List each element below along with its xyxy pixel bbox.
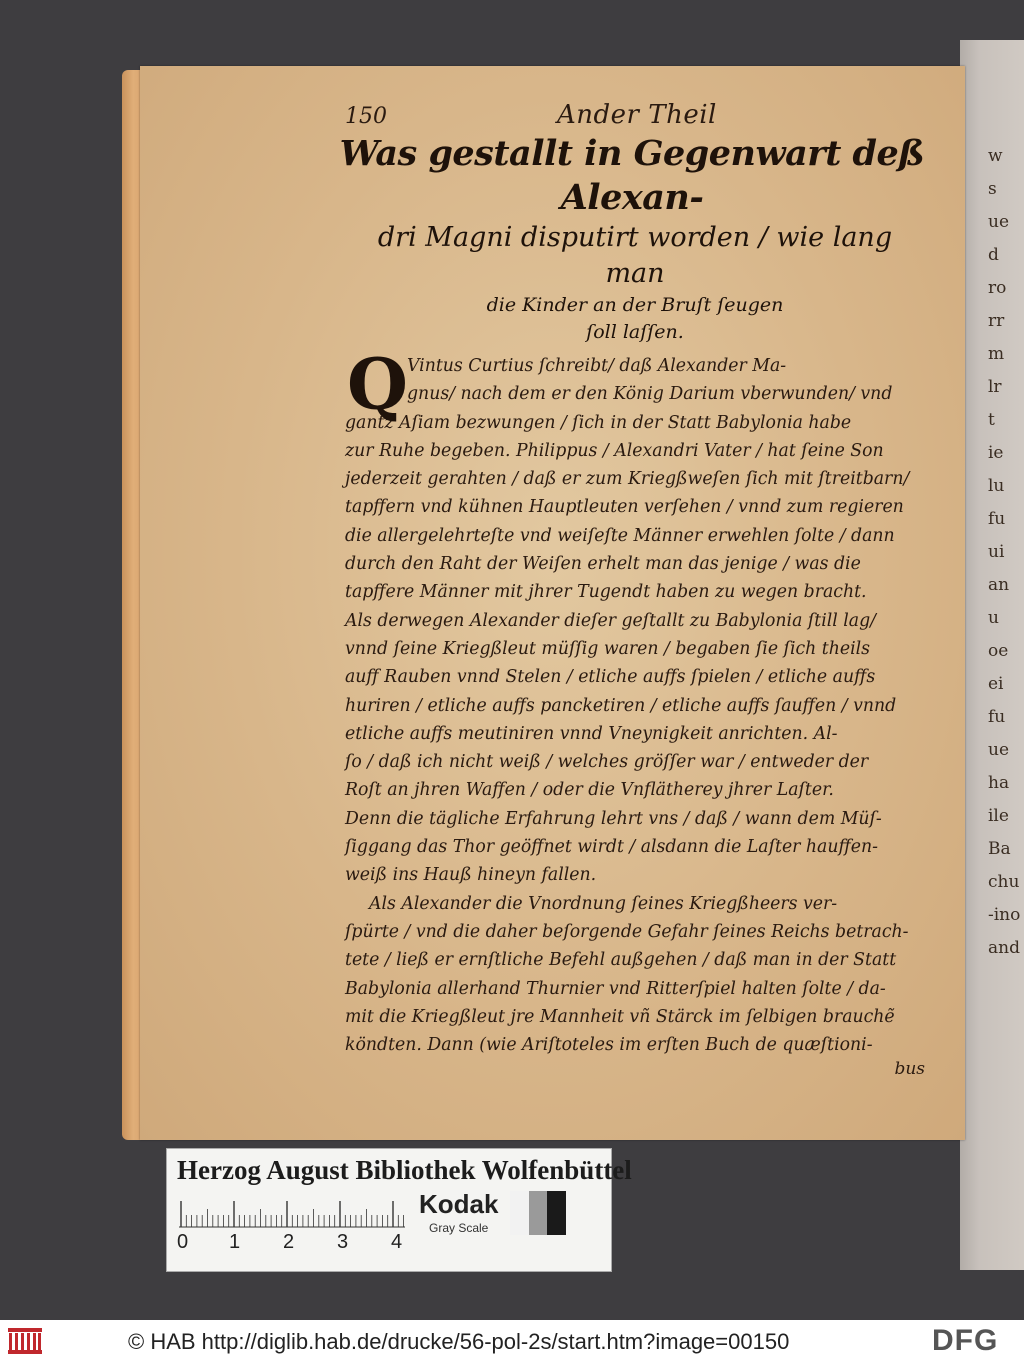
text-line: zur Ruhe begeben. Philippus / Alexandri Vater / hat ſeine Son xyxy=(345,440,884,461)
text-line: die allergelehrteſte vnd weiſeſte Männer erwehlen ſolte / dann xyxy=(345,525,895,546)
facing-fragment: -ino xyxy=(988,905,1021,925)
text-line: Babylonia allerhand Thurnier vnd Ritterſpiel halten ſolte / da- xyxy=(345,978,886,999)
text-line: ſo / daß ich nicht weiß / welches gröſſer war / entweder der xyxy=(345,752,869,773)
text-block xyxy=(339,100,925,1080)
facing-fragment: ue xyxy=(988,740,1010,760)
ruler-number: 2 xyxy=(283,1231,295,1253)
drop-capital: Q xyxy=(347,343,408,426)
text-line: mit die Kriegßleut jre Mannheit vñ Stärck im ſelbigen brauchẽ xyxy=(345,1006,895,1027)
catchword: bus xyxy=(894,1059,925,1080)
facing-fragment: lr xyxy=(988,377,1002,397)
facing-fragment: fu xyxy=(988,707,1006,727)
facing-fragment: ile xyxy=(988,806,1009,826)
copyright-link[interactable]: © HAB http://diglib.hab.de/drucke/56-pol-2s/start.htm?image=00150 xyxy=(128,1329,790,1354)
text-line: weiß ins Hauß hineyn fallen. xyxy=(345,865,597,886)
facing-fragment: lu xyxy=(988,476,1005,496)
hab-logo-icon xyxy=(8,1328,42,1354)
facing-fragment: fu xyxy=(988,509,1006,529)
running-head-title: Ander Theil xyxy=(557,100,717,130)
facing-fragment: and xyxy=(988,938,1020,958)
facing-fragment: an xyxy=(988,575,1010,595)
facing-page-text xyxy=(988,140,1024,965)
text-line: gantz Aſiam bezwungen / ſich in der Statt Babylonia habe xyxy=(345,412,852,433)
text-line: köndten. Dann (wie Ariſtoteles im erſten Buch de quæſtioni- xyxy=(345,1035,873,1056)
dfg-logo: DFG xyxy=(932,1324,999,1357)
facing-fragment: Ba xyxy=(988,839,1011,859)
text-line: tete / ließ er ernſtliche Befehl außgehen / daß man in der Statt xyxy=(345,950,897,971)
facing-fragment: ro xyxy=(988,278,1007,298)
text-line: Als Alexander die Vnordnung ſeines Kriegßheers ver- xyxy=(369,893,838,914)
facing-fragment: ue xyxy=(988,212,1010,232)
text-line: durch den Raht der Weiſen erhelt man das jenige / was die xyxy=(345,554,861,575)
facing-fragment: ie xyxy=(988,443,1004,463)
chapter-title-line: dri Magni disputirt worden / wie lang man xyxy=(377,222,893,289)
page-number: 150 xyxy=(345,104,387,129)
kodak-brand: Kodak xyxy=(419,1189,499,1219)
text-line: ſpürte / vnd die daher beſorgende Gefahr ſeines Reichs betrach- xyxy=(345,921,909,942)
facing-fragment: m xyxy=(988,344,1005,364)
gray-scale-swatch xyxy=(510,1191,566,1235)
text-line: auff Rauben vnnd Stelen / etliche auffs ſpielen / etliche auffs xyxy=(345,667,876,688)
text-line: Vintus Curtius ſchreibt/ daß Alexander Ma- xyxy=(407,356,787,376)
paragraph-2 xyxy=(345,890,925,1060)
facing-fragment: s xyxy=(988,179,997,199)
running-head xyxy=(345,100,925,130)
paragraph-1 xyxy=(345,343,925,890)
facing-fragment: u xyxy=(988,608,999,628)
chapter-title xyxy=(339,132,925,346)
text-line: huriren / etliche auffs pancketiren / etliche auffs ſauffen / vnnd xyxy=(345,695,897,716)
ruler-number: 3 xyxy=(337,1231,349,1253)
text-line: Roſt an jhren Waffen / oder die Vnflätherey jhrer Laſter. xyxy=(345,780,834,801)
gray-scale-label: Gray Scale xyxy=(429,1221,489,1235)
text-line: tapffern vnd kühnen Hauptleuten verſehen / vnnd zum regieren xyxy=(345,497,904,518)
facing-fragment: ui xyxy=(988,542,1005,562)
ruler-numbers xyxy=(177,1231,417,1261)
facing-fragment: d xyxy=(988,245,999,265)
footer-bar xyxy=(0,1320,1024,1362)
library-label xyxy=(166,1148,632,1272)
ruler-number: 4 xyxy=(391,1231,403,1253)
facing-fragment: t xyxy=(988,410,995,430)
ruler-number: 1 xyxy=(229,1231,241,1253)
chapter-title-line: die Kinder an der Bruſt ſeugen xyxy=(486,294,784,316)
text-line: vnnd ſeine Kriegßleut müſſig waren / begaben ſie ſich theils xyxy=(345,638,871,659)
facing-fragment: oe xyxy=(988,641,1009,661)
chapter-title-line: ſoll laſſen. xyxy=(586,321,684,343)
facing-fragment: ei xyxy=(988,674,1004,694)
text-line: etliche auffs meutiniren vnnd Vneynigkeit anrichten. Al- xyxy=(345,723,838,744)
library-name: Herzog August Bibliothek Wolfenbüttel xyxy=(177,1155,632,1185)
ruler-number: 0 xyxy=(177,1231,189,1253)
text-line: tapffere Männer mit jhrer Tugendt haben zu wegen bracht. xyxy=(345,582,867,603)
text-line: gnus/ nach dem er den König Darium vberwunden/ vnd xyxy=(407,384,893,405)
text-line: Denn die tägliche Erfahrung lehrt vns / daß / wann dem Müſ- xyxy=(345,808,882,829)
text-line: ſiggang das Thor geöffnet wirdt / alsdann die Laſter hauffen- xyxy=(345,837,878,858)
chapter-title-line: Was gestallt in Gegenwart deß Alexan- xyxy=(339,133,925,218)
facing-fragment: ha xyxy=(988,773,1010,793)
text-line: Als derwegen Alexander dieſer geſtallt zu Babylonia ſtill lag/ xyxy=(345,610,876,631)
text-line: jederzeit gerahten / daß er zum Kriegßweſen ſich mit ſtreitbarn/ xyxy=(345,469,910,490)
facing-fragment: chu xyxy=(988,872,1020,892)
facing-fragment: w xyxy=(988,146,1003,166)
facing-fragment: rr xyxy=(988,311,1005,331)
